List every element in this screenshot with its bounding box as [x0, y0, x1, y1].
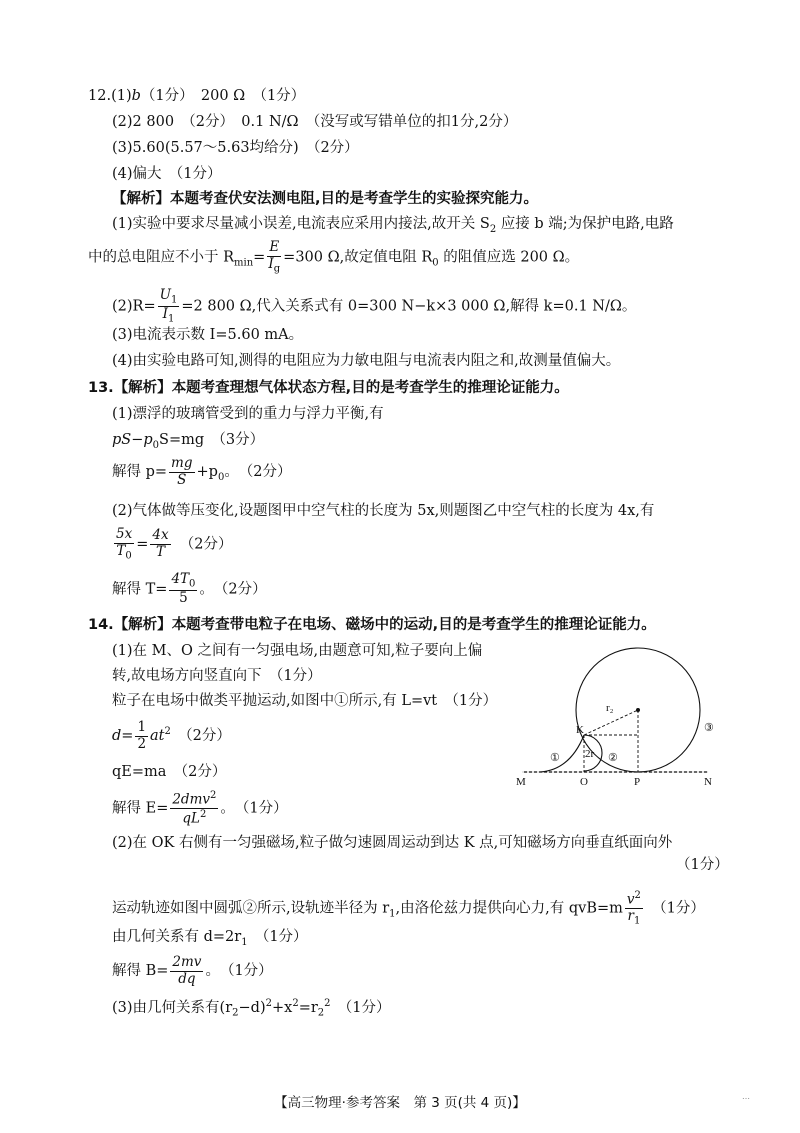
q14-analysis-heading: 14.【解析】本题考查带电粒子在电场、磁场中的运动,目的是考查学生的推理论证能力。: [88, 617, 656, 633]
parabolic-trajectory: [540, 735, 584, 772]
page-footer: 【高三物理·参考答案 第 3 页(共 4 页)】: [274, 1095, 526, 1111]
q13-equation-1: $pS-p_0S=mg$ （3分）: [112, 432, 265, 451]
q12-part3: (3)电流表示数 I=5.60 mA。: [112, 327, 304, 343]
circle-center-dot: [636, 708, 640, 712]
q14-geometry-relation: 由几何关系有 $d=2r_1$ （1分）: [112, 929, 308, 948]
fraction-one-half: $\frac{1}{2}$: [137, 719, 147, 752]
fraction-5x-over-t0: $\frac{5x}{T_0}$: [116, 526, 133, 562]
trajectory-diagram: [510, 635, 720, 795]
label-n: N: [704, 776, 712, 788]
fraction-2mv-over-dq: $\frac{2mv}{dq}$: [172, 954, 202, 987]
label-trajectory-3: ③: [704, 722, 714, 734]
corner-mark: …: [742, 1092, 750, 1101]
q13-solution-1: 解得 p= $\frac{mg}{S}$ $+p_0$。 （2分）: [112, 455, 292, 488]
fraction-u1-over-i1: $\frac{U_1}{I_1}$: [159, 287, 178, 325]
fraction-mg-over-s: $\frac{mg}{S}$: [171, 455, 193, 488]
q14-part3: (3)由几何关系有$(r_2-d)^2+x^2=r_2^2$ （1分）: [112, 998, 391, 1019]
fraction-2dmv2-over-ql2: $\frac{2dmv^2}{qL^2}$: [172, 790, 217, 827]
q13-part1: (1)漂浮的玻璃管受到的重力与浮力平衡,有: [112, 406, 384, 422]
q14-solution-b: 解得 B= $\frac{2mv}{dq}$ 。 （1分）: [112, 954, 273, 987]
q14-part1-line-b: 转,故电场方向竖直向下 （1分）: [112, 668, 322, 684]
q13-analysis-heading: 13.【解析】本题考查理想气体状态方程,目的是考查学生的推理论证能力。: [88, 380, 569, 396]
q12-part1-line-a: (1)实验中要求尽量减小误差,电流表应采用内接法,故开关 $S_2$ 应接 b 端;为保护电路,电路: [112, 216, 674, 235]
q13-solution-2: 解得 T= $\frac{4T_0}{5}$ 。 （2分）: [112, 571, 267, 607]
label-trajectory-1: ①: [550, 752, 560, 764]
q12-analysis-heading: 【解析】本题考查伏安法测电阻,目的是考查学生的实验探究能力。: [112, 191, 539, 207]
q12-line-2: (2)2 800 （2分） 0.1 N/Ω （没写或写错单位的扣1分,2分）: [112, 114, 518, 130]
q13-equation-2: $\frac{5x}{T_0}$ = $\frac{4x}{T}$ （2分）: [116, 526, 233, 562]
label-k: K: [576, 724, 584, 736]
fraction-4x-over-t: $\frac{4x}{T}$: [152, 527, 169, 560]
q12-line-1: 12.(1)b（1分） 200 Ω （1分）: [88, 88, 306, 104]
q12-line-3: (3)5.60(5.57～5.63均给分) （2分）: [112, 140, 359, 156]
q14-equation-qe: qE=ma （2分）: [112, 764, 227, 780]
label-r2: r₂: [606, 702, 614, 714]
q14-part2-score: （1分）: [676, 857, 729, 873]
fraction-v2-over-r1: $\frac{v^2}{r_1}$: [626, 890, 641, 927]
q12-line-4: (4)偏大 （1分）: [112, 166, 222, 182]
q12-part4: (4)由实验电路可知,测得的电阻应为力敏电阻与电流表内阻之和,故测量值偏大。: [112, 353, 621, 369]
label-trajectory-2: ②: [608, 752, 618, 764]
q14-part2: (2)在 OK 右侧有一匀强磁场,粒子做匀速圆周运动到达 K 点,可知磁场方向垂直纸面向外: [112, 835, 673, 851]
fraction-e-over-ig: $\frac{E}{I_g}$: [268, 239, 281, 275]
q14-solution-e: 解得 E= $\frac{2dmv^2}{qL^2}$ 。 （1分）: [112, 790, 288, 827]
q12-part2: (2)R= $\frac{U_1}{I_1}$ =2 800 Ω,代入关系式有 0=300 N−k×3 000 Ω,解得 k=0.1 N/Ω。: [112, 287, 637, 325]
q14-part2-trajectory: 运动轨迹如图中圆弧②所示,设轨迹半径为 $r_1$,由洛伦兹力提供向心力,有 qvB=m $\frac{v^2}{r_1}$ （1分）: [112, 890, 705, 927]
q12-part1-line-b: 中的总电阻应不小于 $R_{min}=$ $\frac{E}{I_g}$ =300 Ω,故定值电阻 $R_0$ 的阻值应选 200 Ω。: [88, 239, 580, 275]
fraction-4t0-over-5: $\frac{4T_0}{5}$: [171, 571, 196, 607]
label-m: M: [516, 776, 526, 788]
q14-part1-line-c: 粒子在电场中做类平抛运动,如图中①所示,有 L=vt （1分）: [112, 693, 498, 709]
q13-part2: (2)气体做等压变化,设题图甲中空气柱的长度为 5x,则题图乙中空气柱的长度为 4x,有: [112, 503, 655, 519]
label-o: O: [580, 776, 588, 788]
label-p: P: [634, 776, 641, 788]
label-2r: 2r: [585, 748, 595, 760]
q14-equation-d: d= $\frac{1}{2}$ $at^2$ （2分）: [112, 719, 231, 752]
q14-part1-line-a: (1)在 M、O 之间有一匀强电场,由题意可知,粒子要向上偏: [112, 643, 483, 659]
